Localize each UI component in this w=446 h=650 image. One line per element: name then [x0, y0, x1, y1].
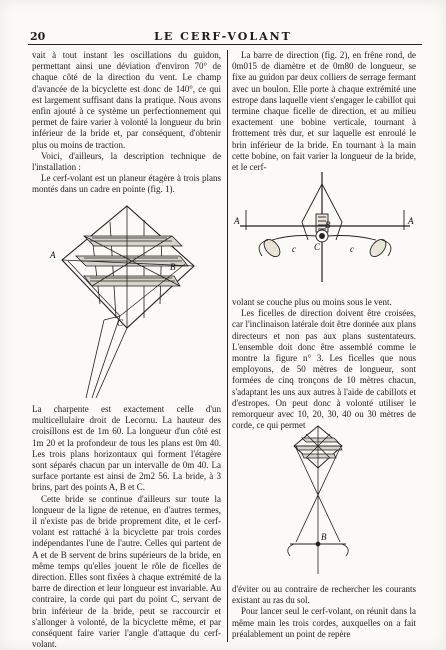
- figure-1-label-a: A: [50, 250, 56, 260]
- paragraph: La charpente est exactement celle d'un multicellulaire droit de Lecornu. La hauteur des croisillons est de 1m 60. La longueur d'un côté est 1m 20 et la profondeur de tous les plans est 0m 40. Les trois plans horizontaux qui forment l'étagère sont séparés chacun par un intervalle de 0m 40. La surface portante est ainsi de 2m2 56. La bride, à 3 brins, part des points A, B et C.: [32, 404, 221, 493]
- figure-2-steering-bar-drawing: [232, 170, 418, 295]
- figure-2-label-c-left: c: [292, 244, 296, 254]
- header-rule: [28, 44, 422, 45]
- figure-3-label-b: B: [321, 532, 327, 542]
- page-number: 20: [30, 30, 46, 43]
- figure-1-label-c: C: [117, 318, 124, 328]
- figure-1-label-b: B: [170, 262, 176, 272]
- figure-2-label-c-right: c: [350, 244, 354, 254]
- paragraph: Voici, d'ailleurs, la description technique de l'installation :: [32, 150, 221, 173]
- left-column-top-text: [32, 50, 221, 196]
- paragraph: Le cerf-volant est un planeur étagère à trois plans montés dans un cadre en pointe (fig. 1).: [32, 173, 221, 195]
- figure-3-crossed-lines-drawing: [276, 420, 394, 580]
- figure-2-label-a-left: A: [234, 216, 240, 226]
- figure-2-label-c: C: [314, 242, 321, 252]
- paragraph: La barre de direction (fig. 2), en frêne rond, de 0m015 de diamètre et de 0m80 de longueur, se fixe au guidon par deux colliers de serrage fermant avec un boulon. Elle porte à chaque extrémité une estrope dans laquelle vient s'engager le cabillot qui termine chaque ficelle de direction, et au milieu exactement une bobine verticale, tournant à frottement très dur, et sur laquelle est enroulé le brin inférieur de la bride. En tournant à la main cette bobine, on fait varier la longueur de la bride, et le cerf-: [232, 50, 416, 173]
- paragraph: Pour lancer seul le cerf-volant, on réunit dans la même main les trois cordes, auxquelles on a fait préalablement un point de repère: [232, 606, 416, 639]
- paragraph: volant se couche plus ou moins sous le vent.: [232, 297, 392, 307]
- running-title: LE CERF-VOLANT: [154, 30, 292, 43]
- page-header: [0, 28, 446, 46]
- paragraph: d'éviter ou au contraire de rechercher les courants existant au ras du sol.: [232, 584, 416, 606]
- figure-2-label-b: B: [325, 220, 331, 230]
- left-column-bottom-text: [32, 404, 221, 650]
- paragraph: Les ficelles de direction doivent être croisées, car l'inclinaison latérale doit être donnée aux plans directeurs et non pas aux plans sustentateurs. L'ensemble doit donc être assemblé comme le montre la figure n° 3. Les ficelles que nous employons, de 50 mètres de longueur, sont formées de cinq tronçons de 10 mètres chacun, s'adaptant les uns aux autres à l'aide de cabillots et d'estropes. On peut donc à volonté utiliser le remorqueur avec 10, 20, 30, 40 ou 30 mètres de corde, ce qui permet: [232, 308, 416, 431]
- paragraph: vait à tout instant les oscillations du guidon, permettant ainsi une déviation d'environ 70° de chaque côté de la direction du vent. Le champ d'avancée de la bicyclette est donc de 140°, ce qui est largement suffisant dans la pratique. Nous avons enfin ajouté à ce système un perfectionnement qui permet de faire varier à volonté la longueur du brin inférieur de la bride et, par conséquent, d'obtenir plus ou moins de traction.: [32, 50, 221, 150]
- figure-1-kite-drawing: [32, 198, 222, 403]
- right-column-top-text: [232, 50, 416, 173]
- right-column-middle-text: [232, 297, 416, 431]
- column-divider: [227, 50, 228, 642]
- paragraph: Cette bride se continue d'ailleurs sur toute la longueur de la ligne de retenue, en d'autres termes, il n'existe pas de bride proprement dite, et le cerf-volant est rattaché à la bicyclette par trois cordes indépendantes l'une de l'autre. Celles qui partent de A et de B servent de brins supérieurs de la bride, en même temps qu'elles jouent le rôle de ficelles de direction. Elles sont fixées à chaque extrémité de la barre de direction et leur longueur est invariable. Au contraire, la corde qui part du point C, servant de brin inférieur de la bride, peut se raccourcir et s'allonger à volonté, de la bicyclette même, et par conséquent faire varier l'angle d'attaque du cerf-volant.: [32, 493, 221, 650]
- right-column-bottom-text: [232, 584, 416, 640]
- figure-2-label-a-right: A: [408, 216, 414, 226]
